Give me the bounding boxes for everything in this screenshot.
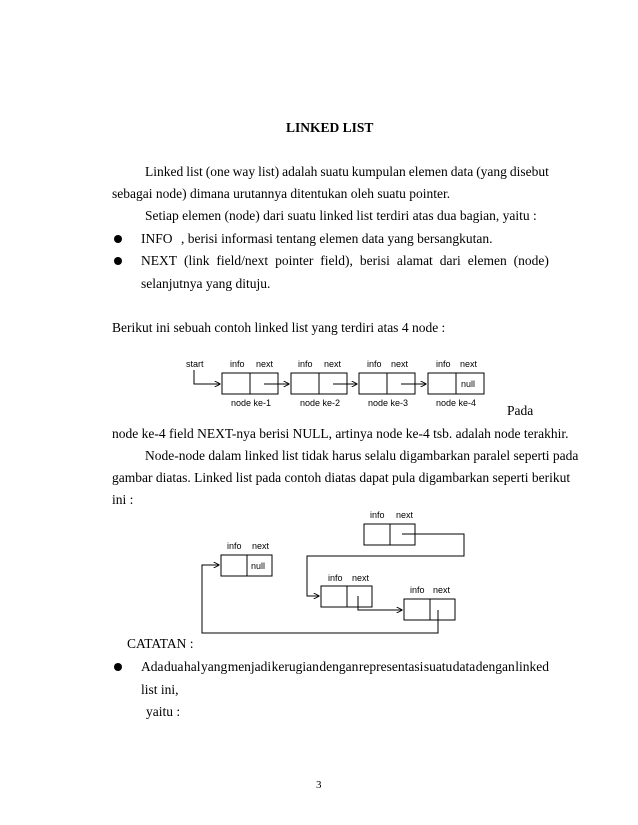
bullet-disadvantage-line-3: yaitu : [146, 704, 181, 719]
paragraph-1-word: adalah [282, 164, 318, 179]
paragraph-1-word: list [186, 164, 203, 179]
pada-word: Pada [507, 403, 534, 418]
start-label: start [186, 359, 204, 369]
right-to-null-arrow [202, 565, 438, 633]
paragraph-2: Setiap elemen (node) dari suatu linked list terdiri atas dua bagian, yaitu : [145, 208, 537, 223]
bullet-next-word: dari [439, 253, 461, 268]
scattered-node-top [364, 510, 415, 545]
scattered-node-middle-info-label: info [328, 573, 343, 583]
node-2-next-label: next [324, 359, 342, 369]
node-3-caption: node ke-3 [368, 398, 409, 408]
paragraph-1-word: way [232, 164, 256, 179]
scattered-node-null-info-label: info [227, 541, 242, 551]
node-4-caption: node ke-4 [436, 398, 477, 408]
bullet-disadvantage-word: dua [163, 659, 184, 674]
bullet-disadvantage-icon [114, 663, 122, 671]
bullet-next-word: berisi [359, 253, 390, 268]
bullet-disadvantage-word: dengan [475, 659, 515, 674]
bullet-next-word: elemen [467, 253, 507, 268]
bullet-next-line-2: selanjutnya yang dituju. [141, 276, 271, 291]
scattered-node-middle-next-label: next [352, 573, 370, 583]
example-intro: Berikut ini sebuah contoh linked list yang terdiri atas 4 node : [112, 320, 446, 335]
paragraph-1-word: list) [258, 164, 280, 179]
scattered-node-null [221, 541, 272, 576]
bullet-disadvantage-word: hal [183, 659, 201, 674]
catatan-heading: CATATAN : [127, 636, 194, 651]
node-1-next-label: next [256, 359, 274, 369]
bullet-disadvantage-word: suatu [423, 659, 453, 674]
bullet-disadvantage-word: Ada [141, 659, 164, 674]
bullet-disadvantage-word: dengan [319, 659, 359, 674]
paragraph-1-word: kumpulan [351, 164, 406, 179]
bullet-next-word: field), [320, 253, 353, 268]
bullet-disadvantage-word: yang [200, 659, 228, 674]
paragraph-1-word: suatu [320, 164, 349, 179]
paragraph-1-word: data [450, 164, 474, 179]
node-2-info-label: info [298, 359, 313, 369]
bullet-disadvantage-word: linked [515, 659, 549, 674]
bullet-disadvantage-line-2: list ini, [141, 682, 179, 697]
bullet-next-word: (node) [513, 253, 549, 268]
paragraph-1-word: (yang [476, 164, 507, 179]
scattered-node-top-info-label: info [370, 510, 385, 520]
node-3-info-label: info [367, 359, 382, 369]
node-3-next-label: next [391, 359, 409, 369]
bullet-next-word: pointer [275, 253, 314, 268]
paragraph-1-word: disebut [509, 164, 549, 179]
bullet-info-text: , berisi informasi tentang elemen data yang bersangkutan. [181, 231, 493, 246]
paragraph-1-word: elemen [408, 164, 448, 179]
bullet-disadvantage-word: menjadi [227, 659, 272, 674]
node-1-caption: node ke-1 [231, 398, 272, 408]
paragraph-1-word: (one [205, 164, 230, 179]
bullet-next-word: field/next [216, 253, 269, 268]
paragraph-4-line-3: ini : [112, 492, 134, 507]
scattered-node-null-next-label: next [252, 541, 270, 551]
node-4-null-value: null [461, 379, 476, 389]
paragraph-1-word: Linked [145, 164, 184, 179]
bullet-info-label: INFO [141, 231, 173, 246]
node-2-caption: node ke-2 [300, 398, 341, 408]
paragraph-4-line-1: Node-node dalam linked list tidak harus selalu digambarkan paralel seperti pada [145, 448, 579, 463]
bullet-disadvantage-word: kerugian [271, 659, 319, 674]
page-title: LINKED LIST [286, 120, 374, 135]
node-4-next-label: next [460, 359, 478, 369]
bullet-disadvantage-word: data [452, 659, 476, 674]
scattered-node-right-info-label: info [410, 585, 425, 595]
scattered-node-right-next-label: next [433, 585, 451, 595]
bullet-next-word: alamat [396, 253, 433, 268]
bullet-disadvantage-word: representasi [358, 659, 424, 674]
node-4-info-label: info [436, 359, 451, 369]
page-number: 3 [316, 779, 322, 791]
paragraph-1-line-2: sebagai node) dimana urutannya ditentukan oleh suatu pointer. [112, 186, 451, 201]
scattered-node-right [404, 585, 455, 620]
paragraph-4-line-2: gambar diatas. Linked list pada contoh diatas dapat pula digambarkan seperti berikut [112, 470, 571, 485]
bullet-disadvantage-line-1 [141, 660, 549, 674]
middle-to-right-arrow [358, 596, 402, 610]
bullet-next-word: NEXT [141, 253, 177, 268]
paragraph-3: node ke-4 field NEXT-nya berisi NULL, artinya node ke-4 tsb. adalah node terakhir. [112, 426, 569, 441]
node-1-info-label: info [230, 359, 245, 369]
scattered-node-middle [321, 573, 372, 607]
scattered-node-top-next-label: next [396, 510, 414, 520]
bullet-next-word: (link [183, 253, 210, 268]
scattered-node-null-value: null [251, 561, 266, 571]
